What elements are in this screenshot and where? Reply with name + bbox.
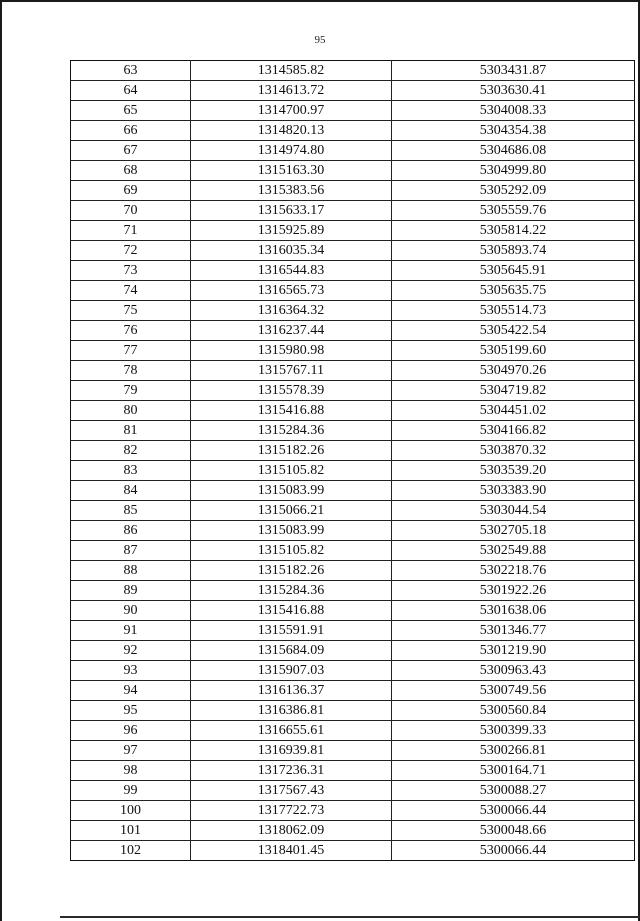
table-row [71, 161, 635, 181]
point-number-cell: 84 [71, 481, 191, 501]
point-number-cell: 72 [71, 241, 191, 261]
x-coordinate-cell: 1317236.31 [191, 761, 392, 781]
table-row [71, 761, 635, 781]
x-coordinate-cell: 1316386.81 [191, 701, 392, 721]
x-coordinate-cell: 1315416.88 [191, 601, 392, 621]
table-row [71, 301, 635, 321]
y-coordinate-cell: 5305645.91 [392, 261, 635, 281]
table-row [71, 101, 635, 121]
scan-border-bottom [60, 916, 640, 918]
scan-border-top [0, 0, 640, 2]
point-number-cell: 77 [71, 341, 191, 361]
table-row [71, 421, 635, 441]
x-coordinate-cell: 1315907.03 [191, 661, 392, 681]
table-row [71, 661, 635, 681]
table-row [71, 701, 635, 721]
coordinates-table [70, 60, 635, 861]
point-number-cell: 66 [71, 121, 191, 141]
x-coordinate-cell: 1315633.17 [191, 201, 392, 221]
y-coordinate-cell: 5304999.80 [392, 161, 635, 181]
x-coordinate-cell: 1315767.11 [191, 361, 392, 381]
table-row [71, 441, 635, 461]
table-row [71, 841, 635, 861]
point-number-cell: 86 [71, 521, 191, 541]
point-number-cell: 97 [71, 741, 191, 761]
page-number: 95 [314, 34, 326, 46]
x-coordinate-cell: 1314585.82 [191, 61, 392, 81]
x-coordinate-cell: 1314974.80 [191, 141, 392, 161]
table-row [71, 341, 635, 361]
y-coordinate-cell: 5301346.77 [392, 621, 635, 641]
x-coordinate-cell: 1315284.36 [191, 581, 392, 601]
x-coordinate-cell: 1315066.21 [191, 501, 392, 521]
point-number-cell: 69 [71, 181, 191, 201]
y-coordinate-cell: 5303431.87 [392, 61, 635, 81]
y-coordinate-cell: 5300749.56 [392, 681, 635, 701]
y-coordinate-cell: 5304451.02 [392, 401, 635, 421]
x-coordinate-cell: 1315105.82 [191, 461, 392, 481]
x-coordinate-cell: 1315105.82 [191, 541, 392, 561]
y-coordinate-cell: 5303870.32 [392, 441, 635, 461]
point-number-cell: 75 [71, 301, 191, 321]
x-coordinate-cell: 1315083.99 [191, 521, 392, 541]
x-coordinate-cell: 1315416.88 [191, 401, 392, 421]
y-coordinate-cell: 5300088.27 [392, 781, 635, 801]
point-number-cell: 87 [71, 541, 191, 561]
table-row [71, 381, 635, 401]
point-number-cell: 65 [71, 101, 191, 121]
x-coordinate-cell: 1316544.83 [191, 261, 392, 281]
table-row [71, 481, 635, 501]
table-row [71, 621, 635, 641]
x-coordinate-cell: 1316939.81 [191, 741, 392, 761]
x-coordinate-cell: 1315591.91 [191, 621, 392, 641]
point-number-cell: 100 [71, 801, 191, 821]
point-number-cell: 83 [71, 461, 191, 481]
table-row [71, 241, 635, 261]
point-number-cell: 90 [71, 601, 191, 621]
point-number-cell: 70 [71, 201, 191, 221]
point-number-cell: 71 [71, 221, 191, 241]
x-coordinate-cell: 1315182.26 [191, 561, 392, 581]
point-number-cell: 64 [71, 81, 191, 101]
coordinates-table-body [71, 61, 635, 861]
x-coordinate-cell: 1315980.98 [191, 341, 392, 361]
table-row [71, 221, 635, 241]
x-coordinate-cell: 1315383.56 [191, 181, 392, 201]
y-coordinate-cell: 5304354.38 [392, 121, 635, 141]
x-coordinate-cell: 1317567.43 [191, 781, 392, 801]
scan-border-left [0, 0, 2, 921]
y-coordinate-cell: 5300399.33 [392, 721, 635, 741]
y-coordinate-cell: 5302218.76 [392, 561, 635, 581]
point-number-cell: 92 [71, 641, 191, 661]
y-coordinate-cell: 5304008.33 [392, 101, 635, 121]
y-coordinate-cell: 5304686.08 [392, 141, 635, 161]
x-coordinate-cell: 1316237.44 [191, 321, 392, 341]
table-row [71, 501, 635, 521]
x-coordinate-cell: 1315684.09 [191, 641, 392, 661]
y-coordinate-cell: 5301922.26 [392, 581, 635, 601]
y-coordinate-cell: 5302549.88 [392, 541, 635, 561]
x-coordinate-cell: 1315578.39 [191, 381, 392, 401]
y-coordinate-cell: 5300066.44 [392, 801, 635, 821]
y-coordinate-cell: 5303630.41 [392, 81, 635, 101]
y-coordinate-cell: 5300963.43 [392, 661, 635, 681]
x-coordinate-cell: 1314700.97 [191, 101, 392, 121]
y-coordinate-cell: 5303383.90 [392, 481, 635, 501]
point-number-cell: 102 [71, 841, 191, 861]
point-number-cell: 99 [71, 781, 191, 801]
point-number-cell: 81 [71, 421, 191, 441]
point-number-cell: 89 [71, 581, 191, 601]
point-number-cell: 88 [71, 561, 191, 581]
table-row [71, 61, 635, 81]
y-coordinate-cell: 5300266.81 [392, 741, 635, 761]
point-number-cell: 82 [71, 441, 191, 461]
point-number-cell: 98 [71, 761, 191, 781]
point-number-cell: 94 [71, 681, 191, 701]
table-row [71, 801, 635, 821]
point-number-cell: 73 [71, 261, 191, 281]
y-coordinate-cell: 5305893.74 [392, 241, 635, 261]
point-number-cell: 79 [71, 381, 191, 401]
point-number-cell: 95 [71, 701, 191, 721]
point-number-cell: 67 [71, 141, 191, 161]
table-row [71, 541, 635, 561]
point-number-cell: 78 [71, 361, 191, 381]
table-row [71, 461, 635, 481]
x-coordinate-cell: 1316565.73 [191, 281, 392, 301]
x-coordinate-cell: 1316136.37 [191, 681, 392, 701]
y-coordinate-cell: 5305292.09 [392, 181, 635, 201]
x-coordinate-cell: 1314613.72 [191, 81, 392, 101]
table-row [71, 521, 635, 541]
x-coordinate-cell: 1315182.26 [191, 441, 392, 461]
y-coordinate-cell: 5305422.54 [392, 321, 635, 341]
x-coordinate-cell: 1314820.13 [191, 121, 392, 141]
point-number-cell: 74 [71, 281, 191, 301]
x-coordinate-cell: 1315284.36 [191, 421, 392, 441]
x-coordinate-cell: 1316364.32 [191, 301, 392, 321]
table-row [71, 681, 635, 701]
table-row [71, 401, 635, 421]
y-coordinate-cell: 5305199.60 [392, 341, 635, 361]
table-row [71, 81, 635, 101]
x-coordinate-cell: 1318062.09 [191, 821, 392, 841]
point-number-cell: 96 [71, 721, 191, 741]
table-row [71, 321, 635, 341]
table-row [71, 261, 635, 281]
point-number-cell: 85 [71, 501, 191, 521]
y-coordinate-cell: 5302705.18 [392, 521, 635, 541]
table-row [71, 641, 635, 661]
point-number-cell: 91 [71, 621, 191, 641]
y-coordinate-cell: 5305814.22 [392, 221, 635, 241]
x-coordinate-cell: 1316035.34 [191, 241, 392, 261]
x-coordinate-cell: 1315925.89 [191, 221, 392, 241]
table-row [71, 721, 635, 741]
point-number-cell: 68 [71, 161, 191, 181]
y-coordinate-cell: 5304166.82 [392, 421, 635, 441]
table-row [71, 201, 635, 221]
table-row [71, 281, 635, 301]
table-row [71, 741, 635, 761]
y-coordinate-cell: 5304970.26 [392, 361, 635, 381]
y-coordinate-cell: 5305514.73 [392, 301, 635, 321]
point-number-cell: 63 [71, 61, 191, 81]
y-coordinate-cell: 5303539.20 [392, 461, 635, 481]
y-coordinate-cell: 5304719.82 [392, 381, 635, 401]
x-coordinate-cell: 1315163.30 [191, 161, 392, 181]
table-row [71, 561, 635, 581]
y-coordinate-cell: 5301638.06 [392, 601, 635, 621]
x-coordinate-cell: 1315083.99 [191, 481, 392, 501]
y-coordinate-cell: 5300048.66 [392, 821, 635, 841]
y-coordinate-cell: 5300560.84 [392, 701, 635, 721]
point-number-cell: 93 [71, 661, 191, 681]
table-row [71, 601, 635, 621]
table-row [71, 181, 635, 201]
table-row [71, 821, 635, 841]
y-coordinate-cell: 5300164.71 [392, 761, 635, 781]
y-coordinate-cell: 5305559.76 [392, 201, 635, 221]
table-row [71, 361, 635, 381]
x-coordinate-cell: 1317722.73 [191, 801, 392, 821]
y-coordinate-cell: 5303044.54 [392, 501, 635, 521]
x-coordinate-cell: 1318401.45 [191, 841, 392, 861]
table-row [71, 141, 635, 161]
point-number-cell: 101 [71, 821, 191, 841]
y-coordinate-cell: 5300066.44 [392, 841, 635, 861]
table-row [71, 781, 635, 801]
table-row [71, 121, 635, 141]
y-coordinate-cell: 5305635.75 [392, 281, 635, 301]
point-number-cell: 80 [71, 401, 191, 421]
x-coordinate-cell: 1316655.61 [191, 721, 392, 741]
point-number-cell: 76 [71, 321, 191, 341]
y-coordinate-cell: 5301219.90 [392, 641, 635, 661]
table-row [71, 581, 635, 601]
